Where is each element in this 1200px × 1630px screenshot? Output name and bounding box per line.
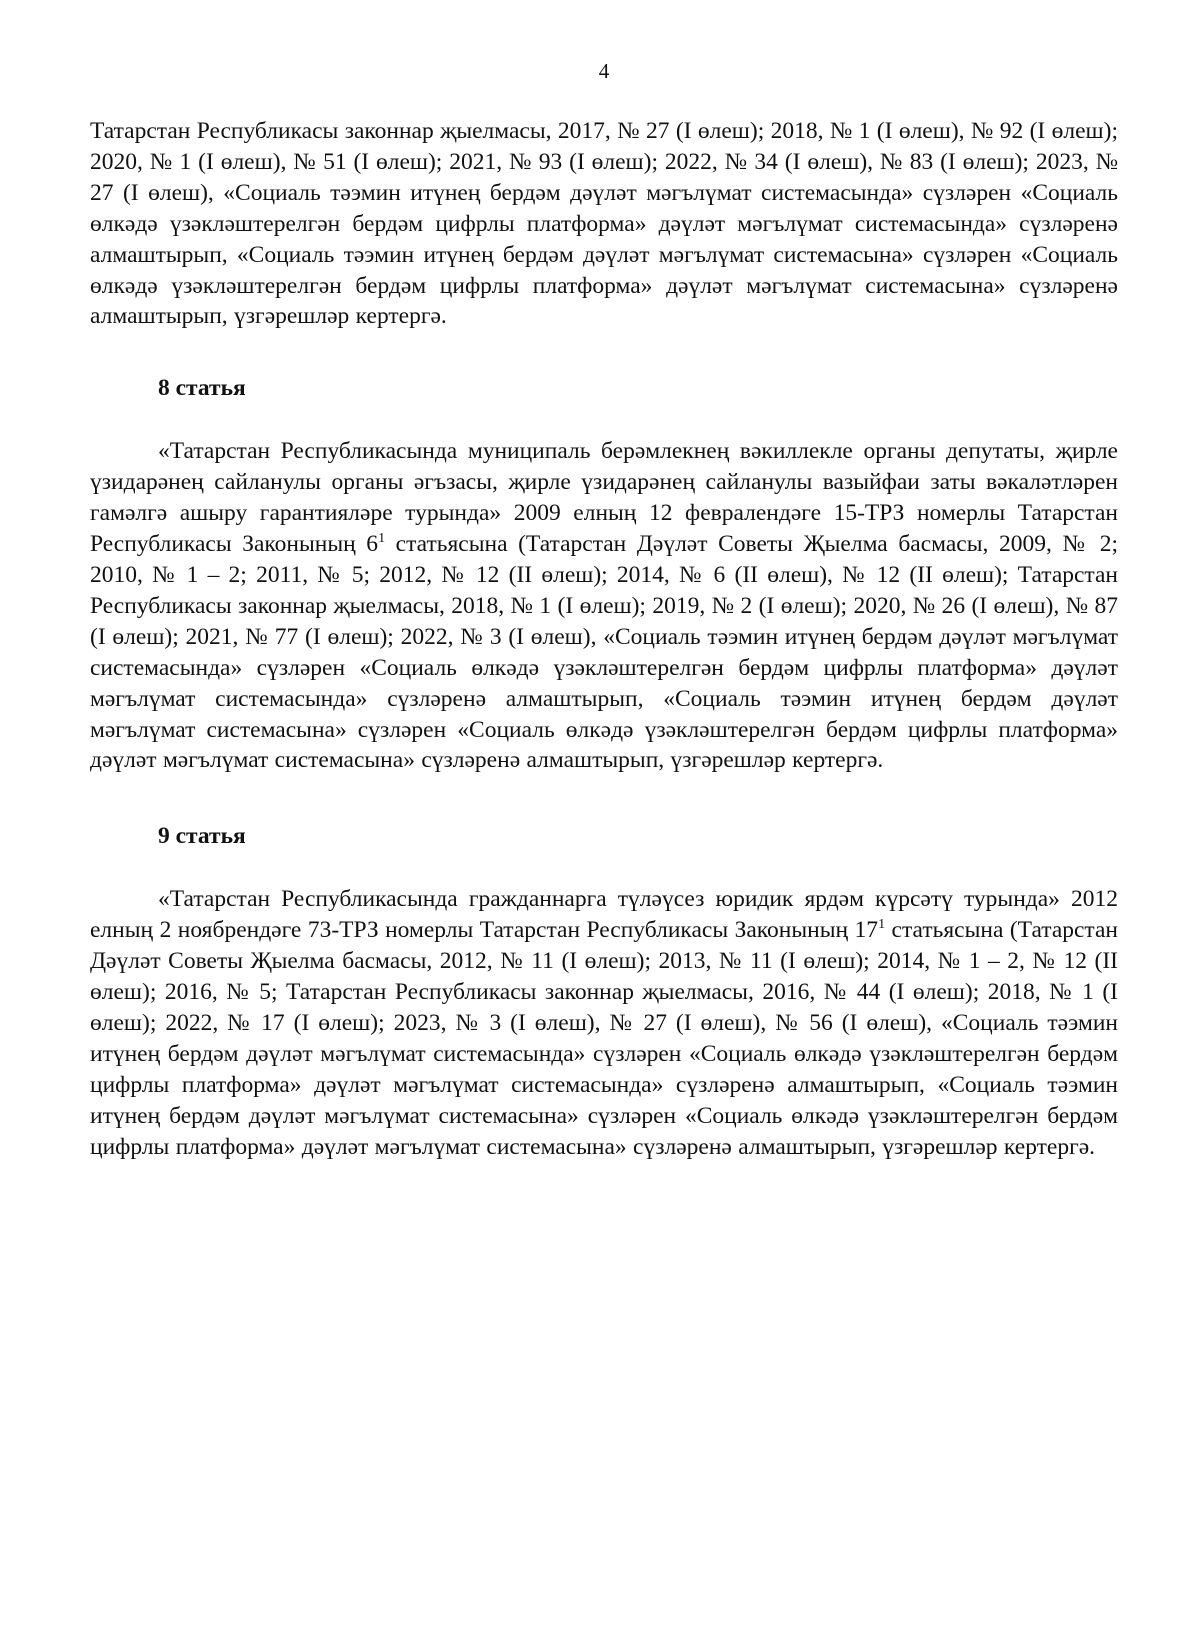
article-9-heading: 9 статья — [158, 823, 246, 850]
article-8-paragraph — [90, 436, 1118, 776]
article-9-paragraph — [90, 884, 1118, 1162]
article-8-text-before: «Татарстан Республикасында муниципаль берәмлекнең вәкиллекле органы депутаты, җирле үзидарәнең сайланулы органы әгъзасы, җирле үзидарәнең сайланулы вазыйфаи заты вәкаләтләрен гамәлгә ашыру гарантияләре турында» 2009 елның 12 февралендәге 15-ТРЗ номерлы Татарстан Республикасы Законының 6 — [90, 438, 1118, 558]
page-number: 4 — [598, 59, 610, 83]
continuation-paragraph: Татарстан Республикасы законнар җыелмасы, 2017, № 27 (I өлеш); 2018, № 1 (I өлеш), № 92 (I өлеш); 2020, № 1 (I өлеш), № 51 (I өлеш); 2021, № 93 (I өлеш); 2022, № 34 (I өлеш), № 83 (I өлеш); 2023, № 27 (I өлеш), «Социаль тәэмин итүнең бердәм дәүләт мәгълүмат системасында» сүзләрен «Социаль өлкәдә үзәкләштерелгән бердәм цифрлы платформа» дәүләт мәгълүмат системасында» сүзләренә алмаштырып, «Социаль тәэмин итүнең бердәм дәүләт мәгълүмат системасына» сүзләрен «Социаль өлкәдә үзәкләштерелгән бердәм цифрлы платформа» дәүләт мәгълүмат системасына» сүзләренә алмаштырып, үзгәрешләр кертергә. — [90, 118, 1118, 330]
document-body — [90, 116, 1118, 1162]
article-9-superscript: 1 — [878, 917, 886, 933]
article-8-heading: 8 статья — [158, 375, 246, 402]
spacer — [90, 403, 1118, 436]
spacer — [90, 851, 1118, 884]
spacer — [90, 776, 1118, 821]
spacer — [90, 332, 1118, 373]
article-8-text-after: статьясына (Татарстан Дәүләт Советы Җыелма басмасы, 2009, № 2; 2010, № 1 – 2; 2011, № 5; 2012, № 12 (II өлеш); 2014, № 6 (II өлеш), № 12 (II өлеш); Татарстан Республикасы законнар җыелмасы, 2018, № 1 (I өлеш); 2019, № 2 (I өлеш); 2020, № 26 (I өлеш), № 87 (I өлеш); 2021, № 77 (I өлеш); 2022, № 3 (I өлеш), «Социаль тәэмин итүнең бердәм дәүләт мәгълүмат системасында» сүзләрен «Социаль өлкәдә үзәкләштерелгән бердәм цифрлы платформа» дәүләт мәгълүмат системасында» сүзләренә алмаштырып, «Социаль тәэмин итүнең бердәм дәүләт мәгълүмат системасына» сүзләрен «Социаль өлкәдә үзәкләштерелгән бердәм цифрлы платформа» дәүләт мәгълүмат системасына» сүзләренә алмаштырып, үзгәрешләр кертергә. — [90, 531, 1119, 774]
article-9-text-before: «Татарстан Республикасында гражданнарга түләүсез юридик ярдәм күрсәтү турында» 2012 елның 2 ноябрендәге 73-ТРЗ номерлы Татарстан Республикасы Законының 17 — [90, 886, 1118, 944]
article-8-superscript: 1 — [378, 531, 386, 547]
document-page — [90, 0, 1118, 1630]
article-9-text-after: статьясына (Татарстан Дәүләт Советы Җыелма басмасы, 2012, № 11 (I өлеш); 2013, № 11 (I өлеш); 2014, № 1 – 2, № 12 (II өлеш); 2016, № 5; Татарстан Республикасы законнар җыелмасы, 2016, № 44 (I өлеш); 2018, № 1 (I өлеш); 2022, № 17 (I өлеш); 2023, № 3 (I өлеш), № 27 (I өлеш), № 56 (I өлеш), «Социаль тәэмин итүнең бердәм дәүләт мәгълүмат системасында» сүзләрен «Социаль өлкәдә үзәкләштерелгән бердәм цифрлы платформа» дәүләт мәгълүмат системасында» сүзләренә алмаштырып, «Социаль тәэмин итүнең бердәм дәүләт мәгълүмат системасына» сүзләрен «Социаль өлкәдә үзәкләштерелгән бердәм цифрлы платформа» дәүләт мәгълүмат системасына» сүзләренә алмаштырып, үзгәрешләр кертергә. — [90, 917, 1118, 1160]
